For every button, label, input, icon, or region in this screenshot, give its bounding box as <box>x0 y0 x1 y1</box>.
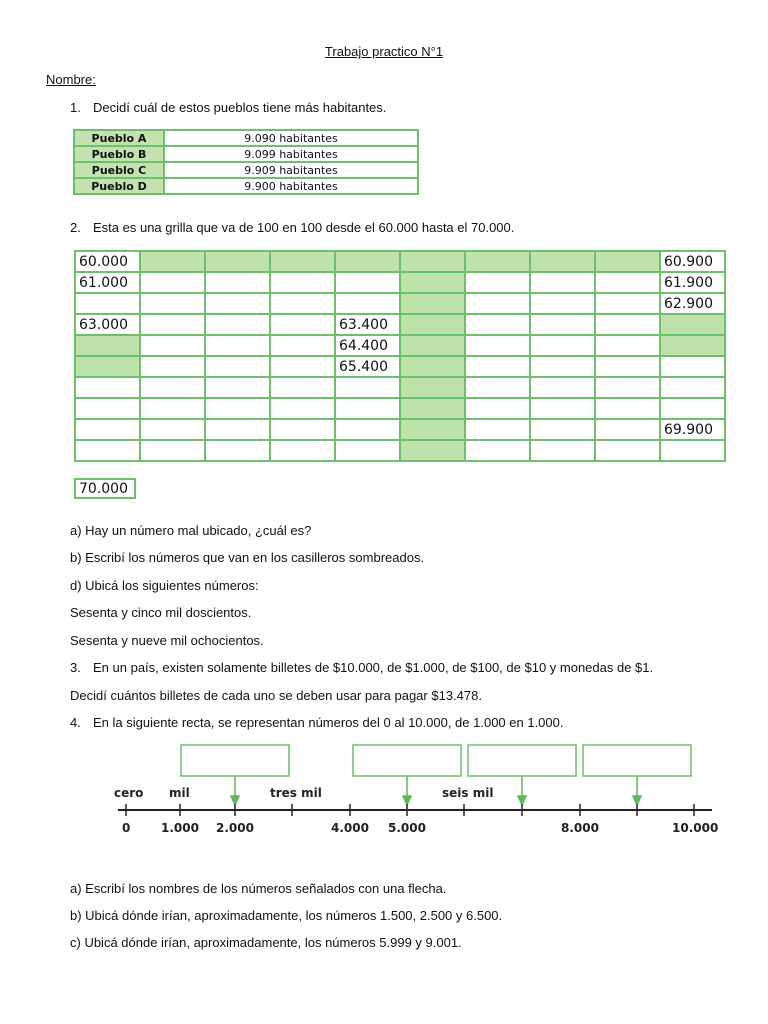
question-2d: d) Ubicá los siguientes números: <box>70 578 259 593</box>
grid-cell-shaded <box>400 314 465 335</box>
grid-cell-shaded <box>270 251 335 272</box>
grid-row <box>75 293 725 314</box>
grid-cell <box>270 419 335 440</box>
grid-cell <box>465 377 530 398</box>
arrow-head <box>518 796 526 805</box>
grid-cell <box>530 419 595 440</box>
grid-cell <box>530 272 595 293</box>
grid-cell-shaded <box>400 272 465 293</box>
grid-cell <box>595 293 660 314</box>
pueblo-habitantes: 9.909 habitantes <box>164 162 418 178</box>
grid-cell <box>270 272 335 293</box>
label-seis-mil: seis mil <box>442 786 494 800</box>
grid-cell <box>595 272 660 293</box>
grid-cell <box>530 335 595 356</box>
question-4c: c) Ubicá dónde irían, aproximadamente, los números 5.999 y 9.001. <box>70 935 462 950</box>
tick-label-0: 0 <box>122 821 131 835</box>
grid-cell: 69.900 <box>660 419 725 440</box>
grid-cell: 61.000 <box>75 272 140 293</box>
grid-cell <box>270 314 335 335</box>
grid-cell <box>140 314 205 335</box>
grid-cell <box>335 440 400 461</box>
grid-cell <box>660 440 725 461</box>
answer-box <box>468 745 576 776</box>
arrow-head <box>633 796 641 805</box>
grid-cell <box>75 440 140 461</box>
grid-cell <box>140 293 205 314</box>
grid-cell <box>465 398 530 419</box>
grid-cell <box>205 440 270 461</box>
grid-row <box>75 356 725 377</box>
grid-cell <box>335 398 400 419</box>
question-4a: a) Escribí los nombres de los números señalados con una flecha. <box>70 881 447 896</box>
grid-cell <box>595 356 660 377</box>
grid-cell <box>270 335 335 356</box>
grid-cell <box>75 377 140 398</box>
grid-cell <box>140 377 205 398</box>
grid-cell <box>465 293 530 314</box>
grid-cell-shaded <box>595 251 660 272</box>
grid-cell <box>530 356 595 377</box>
grid-cell <box>205 335 270 356</box>
population-table <box>73 129 419 195</box>
answer-box <box>583 745 691 776</box>
grid-cell <box>140 398 205 419</box>
grid-cell-shaded <box>75 335 140 356</box>
pueblo-name: Pueblo D <box>74 178 164 194</box>
grid-cell <box>465 335 530 356</box>
grid-cell <box>335 272 400 293</box>
grid-cell <box>660 398 725 419</box>
grid-cell-shaded <box>400 440 465 461</box>
grid-cell <box>530 440 595 461</box>
number-word-1: Sesenta y cinco mil doscientos. <box>70 605 252 620</box>
table-row <box>74 162 418 178</box>
question-number: 3. <box>70 660 81 675</box>
grid-cell <box>140 335 205 356</box>
arrow-head <box>231 796 239 805</box>
grid-cell <box>205 314 270 335</box>
grid-cell <box>660 377 725 398</box>
question-2b: b) Escribí los números que van en los casilleros sombreados. <box>70 550 425 565</box>
nombre-label: Nombre: <box>46 72 96 87</box>
grid-cell <box>140 272 205 293</box>
tick-label-4000: 4.000 <box>331 821 369 835</box>
arrow-head <box>403 796 411 805</box>
question-2a: a) Hay un número mal ubicado, ¿cuál es? <box>70 523 312 538</box>
number-grid <box>74 250 726 462</box>
grid-cell-shaded <box>140 251 205 272</box>
grid-cell: 63.400 <box>335 314 400 335</box>
table-row <box>74 178 418 194</box>
grid-cell <box>335 377 400 398</box>
question-text: Decidí cuál de estos pueblos tiene más habitantes. <box>93 100 387 115</box>
label-tres-mil: tres mil <box>270 786 322 800</box>
grid-cell-shaded <box>660 314 725 335</box>
grid-cell <box>595 419 660 440</box>
number-word-2: Sesenta y nueve mil ochocientos. <box>70 633 264 648</box>
grid-cell-shaded <box>75 356 140 377</box>
grid-cell <box>595 440 660 461</box>
grid-row <box>75 440 725 461</box>
question-text: Esta es una grilla que va de 100 en 100 desde el 60.000 hasta el 70.000. <box>93 220 515 235</box>
grid-cell-shaded <box>400 251 465 272</box>
grid-cell-shaded <box>205 251 270 272</box>
label-mil: mil <box>169 786 190 800</box>
grid-cell-shaded <box>335 251 400 272</box>
grid-cell-extra: 70.000 <box>74 478 136 499</box>
page-title: Trabajo practico N°1 <box>324 44 444 59</box>
question-text: En un país, existen solamente billetes de $10.000, de $1.000, de $100, de $10 y monedas de $1. <box>93 660 654 675</box>
question-number: 1. <box>70 100 81 115</box>
question-4 <box>70 715 564 730</box>
tick-label-1000: 1.000 <box>161 821 199 835</box>
grid-cell: 63.000 <box>75 314 140 335</box>
grid-row <box>75 272 725 293</box>
grid-cell <box>530 377 595 398</box>
grid-cell-shaded <box>400 356 465 377</box>
question-3-text2: Decidí cuántos billetes de cada uno se deben usar para pagar $13.478. <box>70 688 482 703</box>
tick-label-8000: 8.000 <box>561 821 599 835</box>
grid-cell <box>270 356 335 377</box>
answer-box <box>353 745 461 776</box>
question-2 <box>70 220 514 235</box>
pueblo-name: Pueblo B <box>74 146 164 162</box>
grid-cell <box>335 419 400 440</box>
grid-cell <box>595 398 660 419</box>
tick-label-10000: 10.000 <box>672 821 719 835</box>
grid-cell <box>205 419 270 440</box>
grid-cell <box>205 377 270 398</box>
question-number: 2. <box>70 220 81 235</box>
grid-cell <box>335 293 400 314</box>
pueblo-name: Pueblo A <box>74 130 164 146</box>
pueblo-habitantes: 9.090 habitantes <box>164 130 418 146</box>
grid-cell <box>270 398 335 419</box>
table-row <box>74 146 418 162</box>
grid-cell-shaded <box>400 398 465 419</box>
question-4b: b) Ubicá dónde irían, aproximadamente, los números 1.500, 2.500 y 6.500. <box>70 908 503 923</box>
grid-cell-shaded <box>400 419 465 440</box>
grid-cell <box>530 398 595 419</box>
grid-row <box>75 251 725 272</box>
question-1 <box>70 100 386 115</box>
pueblo-habitantes: 9.099 habitantes <box>164 146 418 162</box>
grid-row <box>75 314 725 335</box>
grid-cell <box>660 356 725 377</box>
grid-cell <box>595 377 660 398</box>
grid-row <box>75 398 725 419</box>
grid-cell <box>205 398 270 419</box>
grid-cell <box>465 356 530 377</box>
question-number: 4. <box>70 715 81 730</box>
pueblo-name: Pueblo C <box>74 162 164 178</box>
grid-cell <box>270 440 335 461</box>
grid-cell <box>205 272 270 293</box>
grid-cell <box>75 293 140 314</box>
grid-cell <box>140 440 205 461</box>
grid-cell-shaded <box>400 335 465 356</box>
question-3 <box>70 660 653 675</box>
grid-cell-shaded <box>660 335 725 356</box>
grid-cell: 62.900 <box>660 293 725 314</box>
grid-cell <box>270 377 335 398</box>
tick-label-5000: 5.000 <box>388 821 426 835</box>
grid-cell <box>465 272 530 293</box>
grid-cell <box>465 419 530 440</box>
grid-cell: 60.900 <box>660 251 725 272</box>
grid-cell <box>205 293 270 314</box>
pueblo-habitantes: 9.900 habitantes <box>164 178 418 194</box>
grid-cell-shaded <box>465 251 530 272</box>
grid-cell <box>140 419 205 440</box>
question-text: En la siguiente recta, se representan números del 0 al 10.000, de 1.000 en 1.000. <box>93 715 564 730</box>
grid-cell: 64.400 <box>335 335 400 356</box>
grid-cell <box>205 356 270 377</box>
grid-cell <box>595 335 660 356</box>
grid-row <box>75 377 725 398</box>
grid-cell: 61.900 <box>660 272 725 293</box>
grid-cell <box>465 314 530 335</box>
grid-cell-shaded <box>400 293 465 314</box>
tick-label-2000: 2.000 <box>216 821 254 835</box>
grid-row <box>75 335 725 356</box>
grid-cell-shaded <box>530 251 595 272</box>
answer-box <box>181 745 289 776</box>
grid-cell: 60.000 <box>75 251 140 272</box>
grid-cell <box>595 314 660 335</box>
grid-cell <box>530 293 595 314</box>
grid-cell <box>75 419 140 440</box>
grid-cell: 65.400 <box>335 356 400 377</box>
grid-cell-shaded <box>400 377 465 398</box>
grid-cell <box>75 398 140 419</box>
grid-cell <box>270 293 335 314</box>
grid-row <box>75 419 725 440</box>
grid-cell <box>530 314 595 335</box>
grid-cell <box>140 356 205 377</box>
table-row <box>74 130 418 146</box>
label-cero: cero <box>114 786 144 800</box>
grid-cell <box>465 440 530 461</box>
